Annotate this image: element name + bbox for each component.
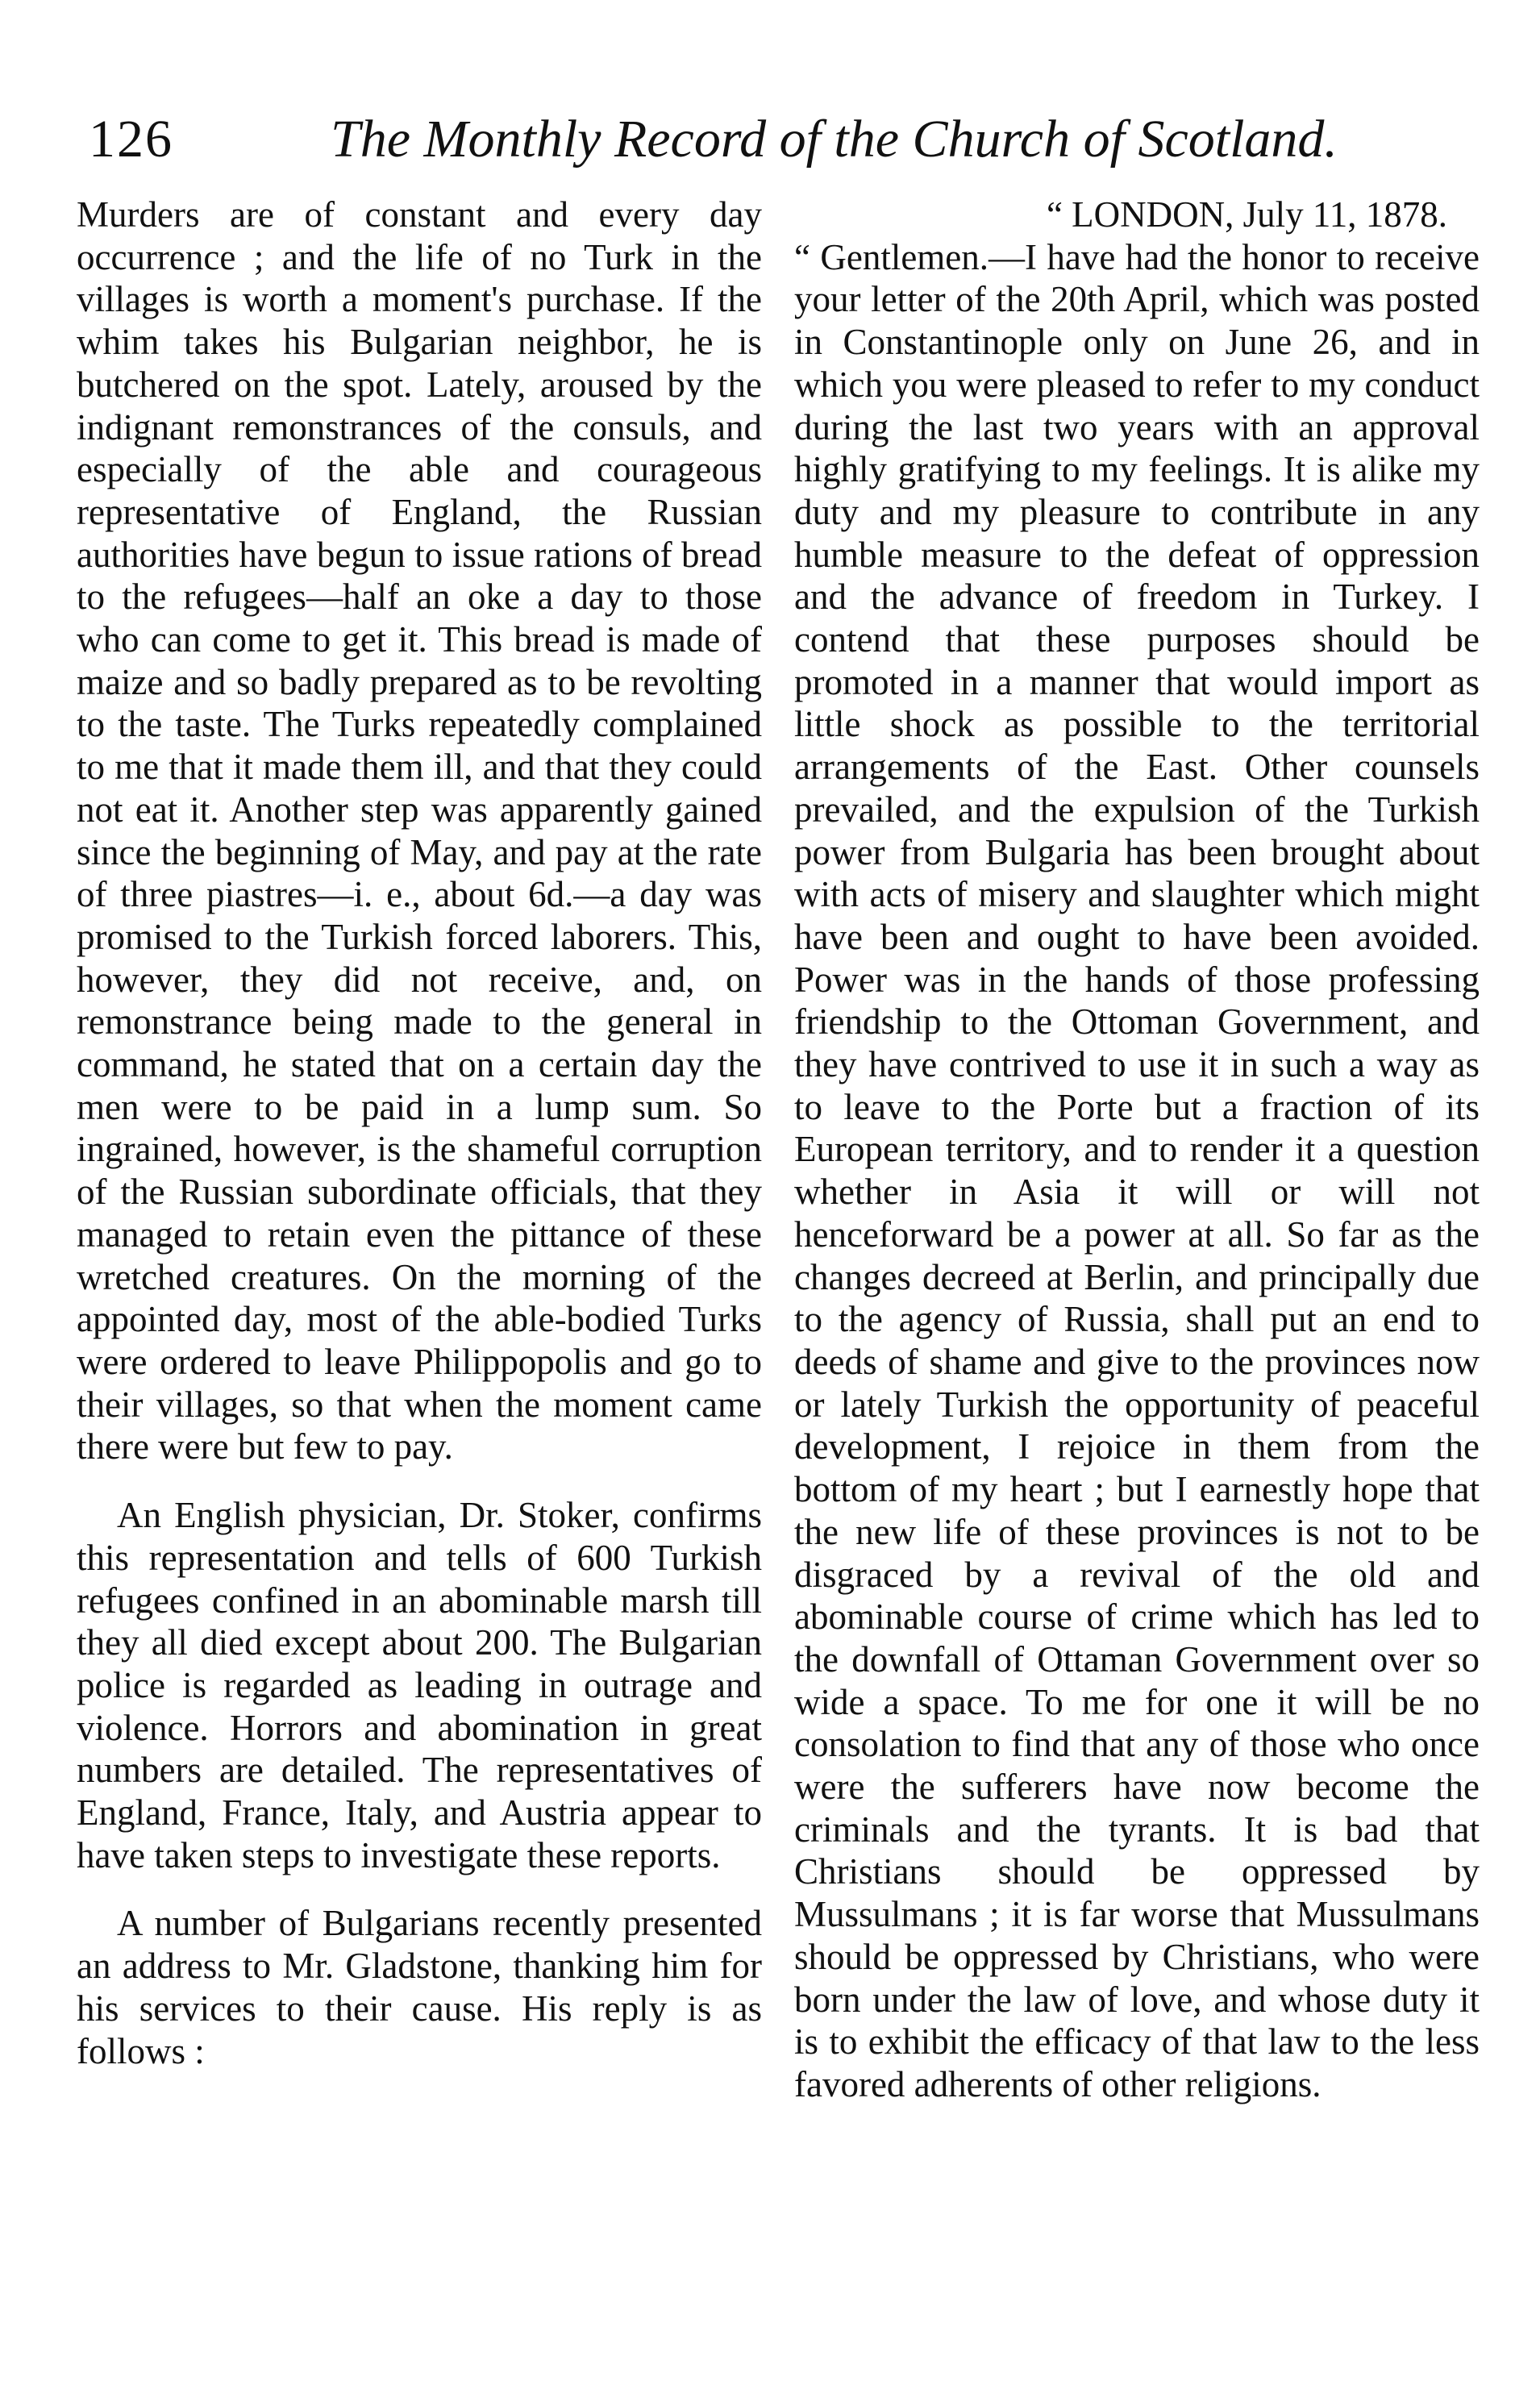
letter-dateline: “ LONDON, July 11, 1878. [1046, 194, 1447, 235]
left-column [77, 194, 762, 2098]
paragraph-murders: Murders are of constant and every day occurrence ; and the life of no Turk in the villages is worth a moment's purchase. If the whim takes his Bulgarian neighbor, he is butchered on the spot. Lately, aroused by the indignant remonstrances of the consuls, and especially of the able and courageous representative of England, the Russian authorities have begun to issue rations of bread to the refugees—half an oke a day to those who can come to get it. This bread is made of maize and so badly prepared as to be revolting to the taste. The Turks repeatedly complained to me that it made them ill, and that they could not eat it. Another step was apparently gained since the beginning of May, and pay at the rate of three piastres—i. e., about 6d.—a day was promised to the Turkish forced laborers. This, however, they did not receive, and, on remonstrance being made to the general in command, he stated that on a certain day the men were to be paid in a lump sum. So ingrained, however, is the shameful corruption of the Russian subordinate officials, that they managed to retain even the pittance of these wretched creatures. On the morning of the appointed day, most of the able-bodied Turks were ordered to leave Philippopolis and go to their villages, so that when the moment came there were but few to pay. [77, 194, 762, 1467]
paragraph-physician: An English physician, Dr. Stoker, confirms this representation and tells of 600 Turkish refugees confined in an abominable marsh till they all died except about 200. The Bulgarian police is regarded as leading in outrage and violence. Horrors and abomination in great numbers are detailed. The representatives of England, France, Italy, and Austria appear to have taken steps to investigate these reports. [77, 1495, 762, 1875]
page-number: 126 [89, 110, 173, 169]
letter-body: “ Gentlemen.—I have had the honor to receive your letter of the 20th April, which was posted in Constantinople only on June 26, and in which you were pleased to refer to my conduct during the last two years with an approval highly gratifying to my feelings. It is alike my duty and my pleasure to contribute in any humble measure to the defeat of oppression and the advance of freedom in Turkey. I contend that these purposes should be promoted in a manner that would import as little shock as possible to the territorial arrangements of the East. Other counsels prevailed, and the expulsion of the Turkish power from Bulgaria has been brought about with acts of misery and slaughter which might have been and ought to have been avoided. Power was in the hands of those professing friendship to the Ottoman Government, and they have contrived to use it in such a way as to leave to the Porte but a fraction of its European territory, and to render it a question whether in Asia it will or will not henceforward be a power at all. So far as the changes decreed at Berlin, and principally due to the agency of Russia, shall put an end to deeds of shame and give to the provinces now or lately Turkish the opportunity of peaceful development, I rejoice in them from the bottom of my heart ; but I earnestly hope that the new life of these provinces is not to be disgraced by a revival of the old and abominable course of crime which has led to the downfall of Ottaman Government over so wide a space. To me for one it will be no consolation to find that any of those who once were the sufferers have now become the criminals and the tyrants. It is bad that Christians should be oppressed by Mussulmans ; it is far worse that Mussulmans should be oppressed by Christians, who were born under the law of love, and whose duty it is to exhibit the efficacy of that law to the less favored adherents of other religions. [794, 236, 1480, 2104]
page-header [89, 110, 1484, 185]
paragraph-bulgarians-address: A number of Bulgarians recently presented an address to Mr. Gladstone, thanking him for his services to their cause. His reply is as follows : [77, 1903, 762, 2071]
running-title: The Monthly Record of the Church of Scotland. [331, 110, 1338, 169]
right-column [794, 194, 1480, 2132]
